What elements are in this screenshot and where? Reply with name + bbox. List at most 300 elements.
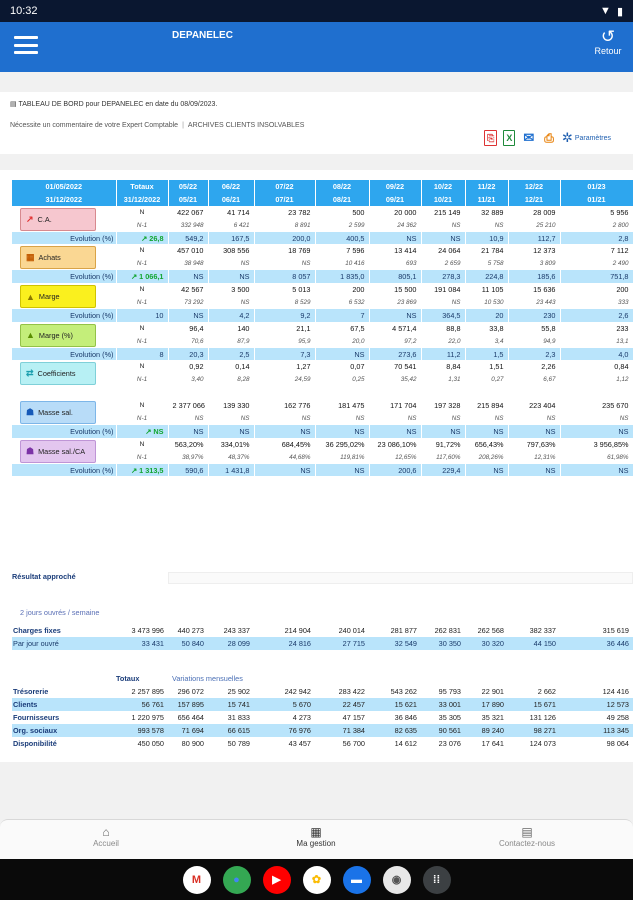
calculator-icon: ▦ bbox=[310, 825, 322, 839]
evolution-cell: NS bbox=[315, 425, 369, 438]
indicator-row-n1 bbox=[12, 257, 633, 270]
value-cell: 50 789 bbox=[227, 738, 250, 748]
nav-label: Accueil bbox=[93, 839, 119, 848]
value-cell: 23 782 bbox=[254, 206, 315, 219]
value-cell: 0,14 bbox=[208, 360, 254, 373]
evolution-cell: 2,3 bbox=[508, 348, 560, 361]
evolution-label: Evolution (%) bbox=[12, 464, 116, 477]
value-cell: 33,8 bbox=[465, 322, 508, 335]
value-cell: 382 337 bbox=[529, 626, 556, 635]
value-cell: 87,9 bbox=[208, 335, 254, 348]
value-cell: 308 556 bbox=[208, 244, 254, 257]
export-actions bbox=[484, 130, 611, 146]
value-cell: 15 500 bbox=[369, 283, 421, 296]
value-cell: 22,0 bbox=[421, 335, 465, 348]
value-cell: 262 831 bbox=[434, 626, 461, 635]
indicator-badge[interactable] bbox=[20, 285, 96, 308]
indicator-row-n bbox=[12, 283, 633, 296]
evolution-cell: 805,1 bbox=[369, 270, 421, 283]
value-cell: 3 956,85% bbox=[560, 438, 633, 451]
value-cell: 0,07 bbox=[315, 360, 369, 373]
evolution-cell: 8 bbox=[116, 348, 168, 361]
month-header: 07/21 bbox=[254, 193, 315, 206]
youtube-app-icon[interactable]: ▶ bbox=[263, 866, 291, 894]
app-drawer-icon[interactable]: ⁞⁞ bbox=[423, 866, 451, 894]
value-cell: 35 321 bbox=[481, 712, 504, 722]
evolution-cell: NS bbox=[465, 425, 508, 438]
indicator-row-n bbox=[12, 438, 633, 451]
pdf-export-icon[interactable]: ⎘ bbox=[484, 130, 497, 146]
menu-icon[interactable] bbox=[14, 36, 38, 54]
value-cell: 8 891 bbox=[254, 219, 315, 232]
value-cell: 17 641 bbox=[481, 738, 504, 748]
value-cell: 44 150 bbox=[508, 637, 560, 650]
evolution-cell: 8 057 bbox=[254, 270, 315, 283]
trend-up-icon: ↗ bbox=[130, 465, 140, 475]
evolution-row bbox=[12, 348, 633, 361]
evolution-cell: 20 bbox=[465, 309, 508, 322]
indicator-icon: ⇄ bbox=[26, 368, 34, 379]
comment-link[interactable]: Nécessite un commentaire de votre Expert Comptable bbox=[10, 122, 179, 129]
value-cell: 2 377 066 bbox=[168, 399, 208, 412]
evolution-cell: NS bbox=[508, 464, 560, 477]
value-cell: NS bbox=[369, 412, 421, 425]
nav-item-accueil[interactable] bbox=[46, 826, 166, 848]
value-cell: 66 615 bbox=[208, 724, 254, 737]
charges-label: Par jour ouvré bbox=[12, 637, 116, 650]
value-cell: 30 350 bbox=[421, 637, 465, 650]
value-cell: 23 443 bbox=[508, 296, 560, 309]
month-header: 07/22 bbox=[254, 180, 315, 193]
value-cell: 70 541 bbox=[369, 360, 421, 373]
value-cell: 131 126 bbox=[529, 712, 556, 722]
value-cell: 6 421 bbox=[208, 219, 254, 232]
value-cell: 14 612 bbox=[394, 738, 417, 748]
value-cell: 243 337 bbox=[223, 626, 250, 635]
evolution-label: Evolution (%) bbox=[12, 425, 116, 438]
treso-label: Disponibilité bbox=[13, 738, 57, 748]
treso-label: Clients bbox=[12, 698, 116, 711]
indicator-label-cell bbox=[12, 322, 116, 341]
value-cell: 23 869 bbox=[369, 296, 421, 309]
settings-button[interactable]: ✲ Paramètres bbox=[561, 130, 611, 145]
n1-label: N-1 bbox=[116, 219, 168, 232]
value-cell: 25 902 bbox=[227, 686, 250, 696]
indicator-row-n1 bbox=[12, 335, 633, 348]
evolution-label: Evolution (%) bbox=[12, 348, 116, 361]
evolution-cell: 400,5 bbox=[315, 232, 369, 245]
wifi-icon: ▼ bbox=[600, 5, 611, 17]
n-label: N bbox=[116, 244, 168, 257]
value-cell: 71 694 bbox=[168, 724, 208, 737]
undo-icon: ↺ bbox=[600, 27, 616, 46]
evolution-cell: ↗ 26,8 bbox=[116, 232, 168, 245]
treso-row bbox=[12, 698, 633, 711]
indicator-label: Masse sal./CA bbox=[38, 446, 86, 456]
trend-up-icon: ↗ bbox=[130, 272, 140, 282]
n-label: N bbox=[116, 322, 168, 335]
value-cell: 124 073 bbox=[529, 738, 556, 748]
value-cell: 2 490 bbox=[560, 257, 633, 270]
evolution-cell: 200,6 bbox=[369, 464, 421, 477]
value-cell: 283 422 bbox=[338, 686, 365, 696]
value-cell: 36 846 bbox=[394, 712, 417, 722]
value-cell: 332 948 bbox=[168, 219, 208, 232]
value-cell: 12,31% bbox=[508, 451, 560, 464]
evolution-cell: NS bbox=[369, 309, 421, 322]
evolution-cell: NS bbox=[208, 425, 254, 438]
value-cell: 22 901 bbox=[481, 686, 504, 696]
value-cell: 8 529 bbox=[254, 296, 315, 309]
n1-label: N-1 bbox=[116, 451, 168, 464]
indicator-label-cell bbox=[12, 244, 116, 263]
battery-icon: ▮ bbox=[616, 5, 623, 18]
evolution-cell: NS bbox=[208, 270, 254, 283]
nav-item-contactez-nous[interactable] bbox=[467, 826, 587, 848]
value-cell: 25 210 bbox=[508, 219, 560, 232]
indicator-label: Achats bbox=[38, 253, 61, 263]
evolution-cell: NS bbox=[315, 464, 369, 477]
value-cell: 214 904 bbox=[284, 626, 311, 635]
evolution-cell: 11,2 bbox=[421, 348, 465, 361]
indicator-icon: ↗ bbox=[26, 213, 34, 224]
value-cell: 15 741 bbox=[208, 698, 254, 711]
gear-icon: ✲ bbox=[561, 130, 573, 145]
evolution-cell: 273,6 bbox=[369, 348, 421, 361]
value-cell: 235 670 bbox=[560, 399, 633, 412]
evolution-row bbox=[12, 309, 633, 322]
indicator-row-n bbox=[12, 399, 633, 412]
resultat-row bbox=[12, 572, 633, 584]
value-cell: 223 404 bbox=[508, 399, 560, 412]
n-label: N bbox=[116, 283, 168, 296]
evolution-cell: NS bbox=[168, 270, 208, 283]
n-label: N bbox=[116, 399, 168, 412]
evolution-cell: NS bbox=[168, 425, 208, 438]
month-header: 05/21 bbox=[168, 193, 208, 206]
evolution-cell: 200,0 bbox=[254, 232, 315, 245]
value-cell: 2 662 bbox=[537, 686, 556, 696]
charges-label: Charges fixes bbox=[13, 626, 61, 635]
value-cell: 73 292 bbox=[168, 296, 208, 309]
value-cell: 6 532 bbox=[315, 296, 369, 309]
totals-header: Totaux bbox=[116, 180, 168, 193]
value-cell: 140 bbox=[208, 322, 254, 335]
evolution-cell: 364,5 bbox=[421, 309, 465, 322]
evolution-row bbox=[12, 425, 633, 438]
indicator-row-n1 bbox=[12, 373, 633, 386]
indicator-badge[interactable] bbox=[20, 246, 96, 269]
value-cell: 242 942 bbox=[284, 686, 311, 696]
value-cell: 139 330 bbox=[208, 399, 254, 412]
month-header: 01/23 bbox=[560, 180, 633, 193]
indicator-label: Marge (%) bbox=[38, 330, 73, 340]
value-cell: 95,9 bbox=[254, 335, 315, 348]
value-cell: 119,81% bbox=[315, 451, 369, 464]
value-cell: 1 220 975 bbox=[131, 712, 164, 722]
dashboard-grid bbox=[12, 180, 633, 476]
value-cell: 500 bbox=[315, 206, 369, 219]
value-cell: 70,6 bbox=[168, 335, 208, 348]
nav-item-ma-gestion[interactable] bbox=[256, 826, 376, 848]
evolution-cell: 751,8 bbox=[560, 270, 633, 283]
month-header: 05/22 bbox=[168, 180, 208, 193]
evolution-row bbox=[12, 270, 633, 283]
app-title: DEPANELEC bbox=[172, 30, 233, 41]
value-cell: NS bbox=[421, 219, 465, 232]
value-cell: 440 273 bbox=[177, 626, 204, 635]
value-cell: NS bbox=[465, 412, 508, 425]
value-cell: 684,45% bbox=[254, 438, 315, 451]
evolution-cell: ↗ 1 313,5 bbox=[116, 464, 168, 477]
value-cell: 20,0 bbox=[315, 335, 369, 348]
period-label: 31/12/2022 bbox=[12, 193, 116, 206]
value-cell: 24,59 bbox=[254, 373, 315, 386]
value-cell: 22 457 bbox=[315, 698, 369, 711]
evolution-cell: 1 835,0 bbox=[315, 270, 369, 283]
n1-label: N-1 bbox=[116, 296, 168, 309]
value-cell: 157 895 bbox=[168, 698, 208, 711]
value-cell: 17 890 bbox=[465, 698, 508, 711]
indicator-badge[interactable] bbox=[20, 401, 96, 424]
indicator-row-n bbox=[12, 244, 633, 257]
month-header: 12/21 bbox=[508, 193, 560, 206]
charges-row bbox=[12, 637, 633, 650]
value-cell: 15 621 bbox=[369, 698, 421, 711]
value-cell: 90 561 bbox=[421, 724, 465, 737]
month-header: 09/21 bbox=[369, 193, 421, 206]
value-cell: 450 050 bbox=[137, 738, 164, 748]
indicator-badge[interactable] bbox=[20, 324, 96, 347]
indicator-label: Coefficients bbox=[37, 369, 76, 379]
treso-row bbox=[12, 685, 633, 698]
value-cell: 656 464 bbox=[177, 712, 204, 722]
evolution-row bbox=[12, 232, 633, 245]
month-header: 10/22 bbox=[421, 180, 465, 193]
value-cell: 5 013 bbox=[254, 283, 315, 296]
indicator-badge[interactable] bbox=[20, 440, 96, 463]
value-cell: 96,4 bbox=[168, 322, 208, 335]
value-cell: 5 670 bbox=[254, 698, 315, 711]
value-cell: 0,84 bbox=[560, 360, 633, 373]
indicator-row-n bbox=[12, 360, 633, 373]
value-cell: 32 549 bbox=[369, 637, 421, 650]
messages-app-icon[interactable]: ▬ bbox=[343, 866, 371, 894]
value-cell: 656,43% bbox=[465, 438, 508, 451]
home-icon: ⌂ bbox=[102, 825, 110, 839]
indicator-row-n bbox=[12, 206, 633, 219]
value-cell: 422 067 bbox=[168, 206, 208, 219]
value-cell: 61,98% bbox=[560, 451, 633, 464]
value-cell: 13 414 bbox=[369, 244, 421, 257]
value-cell: 3,40 bbox=[168, 373, 208, 386]
value-cell: 24 816 bbox=[254, 637, 315, 650]
value-cell: 0,27 bbox=[465, 373, 508, 386]
print-icon[interactable]: ⎙ bbox=[544, 131, 554, 145]
evolution-label: Evolution (%) bbox=[12, 309, 116, 322]
n-label: N bbox=[116, 438, 168, 451]
value-cell: 233 bbox=[560, 322, 633, 335]
indicator-icon: ▲ bbox=[26, 330, 35, 341]
app-bar bbox=[0, 22, 633, 72]
evolution-cell: 4,2 bbox=[208, 309, 254, 322]
value-cell: 82 635 bbox=[369, 724, 421, 737]
main-content bbox=[0, 170, 633, 762]
value-cell: 21,1 bbox=[254, 322, 315, 335]
evolution-cell: 20,3 bbox=[168, 348, 208, 361]
evolution-cell: NS bbox=[315, 348, 369, 361]
treso-label: Trésorerie bbox=[13, 686, 49, 696]
evolution-cell: 185,6 bbox=[508, 270, 560, 283]
indicator-row-n1 bbox=[12, 412, 633, 425]
month-header: 09/22 bbox=[369, 180, 421, 193]
evolution-cell: 2,5 bbox=[208, 348, 254, 361]
value-cell: 30 320 bbox=[465, 637, 508, 650]
value-cell: 4 273 bbox=[292, 712, 311, 722]
value-cell: 171 704 bbox=[369, 399, 421, 412]
evolution-cell: 167,5 bbox=[208, 232, 254, 245]
resultat-label: Résultat approché bbox=[12, 572, 76, 581]
evolution-cell: NS bbox=[421, 232, 465, 245]
evolution-cell: 590,6 bbox=[168, 464, 208, 477]
photos-app-icon[interactable]: ✿ bbox=[303, 866, 331, 894]
value-cell: 49 258 bbox=[606, 712, 629, 722]
value-cell: NS bbox=[208, 296, 254, 309]
value-cell: 12 573 bbox=[560, 698, 633, 711]
value-cell: 18 769 bbox=[254, 244, 315, 257]
evolution-cell: NS bbox=[560, 425, 633, 438]
archives-link[interactable]: ARCHIVES CLIENTS INSOLVABLES bbox=[187, 122, 305, 129]
evolution-cell: 1,5 bbox=[465, 348, 508, 361]
month-header: 10/21 bbox=[421, 193, 465, 206]
charges-table bbox=[12, 624, 633, 650]
value-cell: 33 001 bbox=[421, 698, 465, 711]
value-cell: 7 112 bbox=[560, 244, 633, 257]
month-header: 08/21 bbox=[315, 193, 369, 206]
system-dock bbox=[0, 859, 633, 900]
charges-row bbox=[12, 624, 633, 637]
value-cell: 56 700 bbox=[342, 738, 365, 748]
value-cell: 35,42 bbox=[369, 373, 421, 386]
grid-header-row bbox=[12, 180, 633, 193]
month-header: 06/22 bbox=[208, 180, 254, 193]
indicator-label-cell bbox=[12, 438, 116, 456]
value-cell: 44,68% bbox=[254, 451, 315, 464]
value-cell: 162 776 bbox=[254, 399, 315, 412]
value-cell: 1,27 bbox=[254, 360, 315, 373]
value-cell: 296 072 bbox=[177, 686, 204, 696]
evolution-cell: 278,3 bbox=[421, 270, 465, 283]
value-cell: 200 bbox=[315, 283, 369, 296]
evolution-row bbox=[12, 464, 633, 477]
value-cell: 5 956 bbox=[560, 206, 633, 219]
value-cell: 56 761 bbox=[116, 698, 168, 711]
value-cell: 0,25 bbox=[315, 373, 369, 386]
value-cell: 2 800 bbox=[560, 219, 633, 232]
spacer-row bbox=[12, 386, 633, 399]
treso-row bbox=[12, 711, 633, 724]
value-cell: 215 149 bbox=[421, 206, 465, 219]
gmail-app-icon[interactable]: M bbox=[183, 866, 211, 894]
value-cell: NS bbox=[208, 257, 254, 270]
value-cell: 543 262 bbox=[390, 686, 417, 696]
value-cell: 10 530 bbox=[465, 296, 508, 309]
evolution-cell: NS bbox=[421, 425, 465, 438]
excel-export-icon[interactable]: X bbox=[503, 130, 515, 146]
value-cell: 89 240 bbox=[465, 724, 508, 737]
resultat-bar bbox=[168, 572, 633, 584]
n1-label: N-1 bbox=[116, 257, 168, 270]
value-cell: 27 715 bbox=[315, 637, 369, 650]
evolution-cell: 7,3 bbox=[254, 348, 315, 361]
value-cell: 35 305 bbox=[438, 712, 461, 722]
value-cell: 20 000 bbox=[369, 206, 421, 219]
value-cell: 208,26% bbox=[465, 451, 508, 464]
value-cell: 13,1 bbox=[560, 335, 633, 348]
indicator-label-cell bbox=[12, 283, 116, 302]
evolution-label: Evolution (%) bbox=[12, 232, 116, 245]
indicator-badge[interactable] bbox=[20, 208, 96, 231]
indicator-icon: ☗ bbox=[26, 445, 35, 456]
evolution-label: Evolution (%) bbox=[12, 270, 116, 283]
value-cell: NS bbox=[508, 412, 560, 425]
evolution-cell: 10 bbox=[116, 309, 168, 322]
value-cell: NS bbox=[254, 412, 315, 425]
list-icon: ▤ bbox=[10, 101, 19, 108]
evolution-cell: NS bbox=[369, 425, 421, 438]
month-header: 12/22 bbox=[508, 180, 560, 193]
evolution-cell: NS bbox=[508, 425, 560, 438]
value-cell: 191 084 bbox=[421, 283, 465, 296]
n-label: N bbox=[116, 360, 168, 373]
value-cell: 55,8 bbox=[508, 322, 560, 335]
evolution-cell: NS bbox=[254, 425, 315, 438]
month-header: 08/22 bbox=[315, 180, 369, 193]
grid-header-row bbox=[12, 193, 633, 206]
value-cell: 97,2 bbox=[369, 335, 421, 348]
evolution-cell: 10,9 bbox=[465, 232, 508, 245]
value-cell: 1,31 bbox=[421, 373, 465, 386]
value-cell: NS bbox=[560, 412, 633, 425]
value-cell: 1,12 bbox=[560, 373, 633, 386]
value-cell: 12,65% bbox=[369, 451, 421, 464]
month-header: 01/21 bbox=[560, 193, 633, 206]
evolution-cell: NS bbox=[369, 232, 421, 245]
value-cell: 47 157 bbox=[342, 712, 365, 722]
evolution-cell: 230 bbox=[508, 309, 560, 322]
indicator-badge[interactable] bbox=[20, 362, 96, 385]
value-cell: 24 362 bbox=[369, 219, 421, 232]
value-cell: 67,5 bbox=[315, 322, 369, 335]
evolution-cell: 549,2 bbox=[168, 232, 208, 245]
n1-label: N-1 bbox=[116, 412, 168, 425]
value-cell: 32 889 bbox=[465, 206, 508, 219]
evolution-cell: 229,4 bbox=[421, 464, 465, 477]
back-button[interactable] bbox=[591, 28, 625, 56]
value-cell: 5 758 bbox=[465, 257, 508, 270]
indicator-row-n1 bbox=[12, 451, 633, 464]
chrome-app-icon[interactable]: ● bbox=[223, 866, 251, 894]
treso-label: Org. sociaux bbox=[12, 724, 116, 737]
email-icon[interactable]: ✉ bbox=[523, 130, 535, 145]
jours-ouvres-label: 2 jours ouvrés / semaine bbox=[20, 608, 100, 617]
dashboard-header bbox=[0, 92, 633, 154]
value-cell: 281 877 bbox=[390, 626, 417, 635]
evolution-cell: ↗ 1 066,1 bbox=[116, 270, 168, 283]
camera-app-icon[interactable]: ◉ bbox=[383, 866, 411, 894]
value-cell: 240 014 bbox=[338, 626, 365, 635]
treso-row bbox=[12, 724, 633, 737]
